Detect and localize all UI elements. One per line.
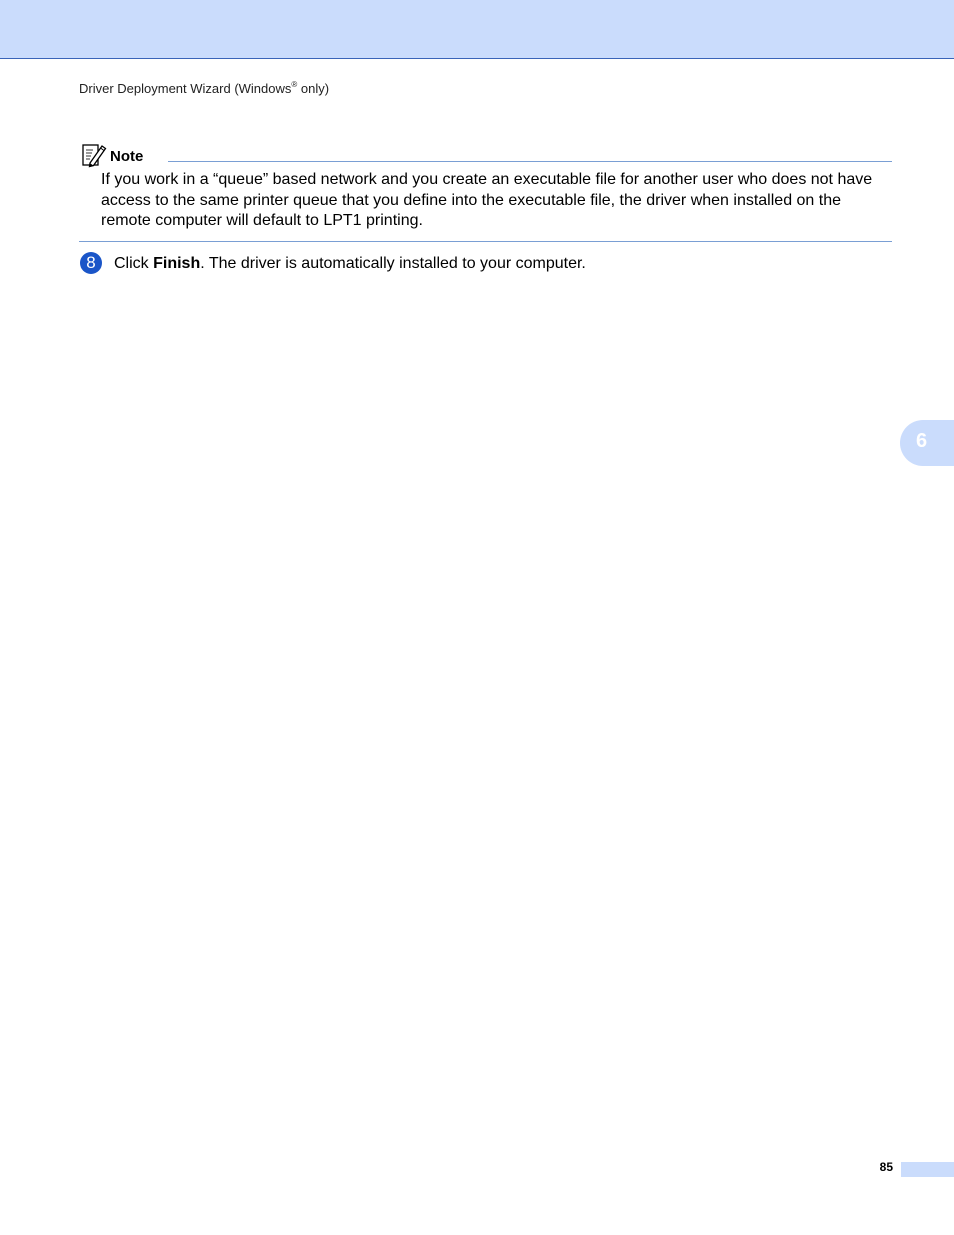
step-text-before: Click (114, 255, 154, 272)
note-pencil-icon (81, 142, 107, 168)
chapter-tab-label: 6 (916, 430, 928, 452)
step-text-after: . The driver is automatically installed to your computer. (200, 255, 586, 272)
note-label: Note (110, 148, 144, 165)
page-number: 85 (879, 1160, 893, 1174)
registered-mark: ® (291, 80, 298, 89)
header-band (0, 0, 954, 59)
note-top-rule (168, 161, 892, 162)
running-header-prefix: Driver Deployment Wizard (Windows (79, 81, 292, 96)
chapter-tab (900, 420, 954, 466)
note-body: If you work in a “queue” based network and you create an executable file for another user who does not have access to the same printer queue that you define into the executable file, the driver when installed on the remote computer will default to LPT1 printing. (101, 171, 873, 229)
step-number-badge: 8 (80, 252, 102, 274)
running-header (79, 80, 329, 96)
footer-bar (901, 1162, 954, 1177)
step-emphasis-finish: Finish (153, 255, 201, 272)
running-header-suffix: only) (297, 81, 330, 96)
step-instruction (114, 255, 586, 273)
note-bottom-rule (79, 241, 892, 242)
